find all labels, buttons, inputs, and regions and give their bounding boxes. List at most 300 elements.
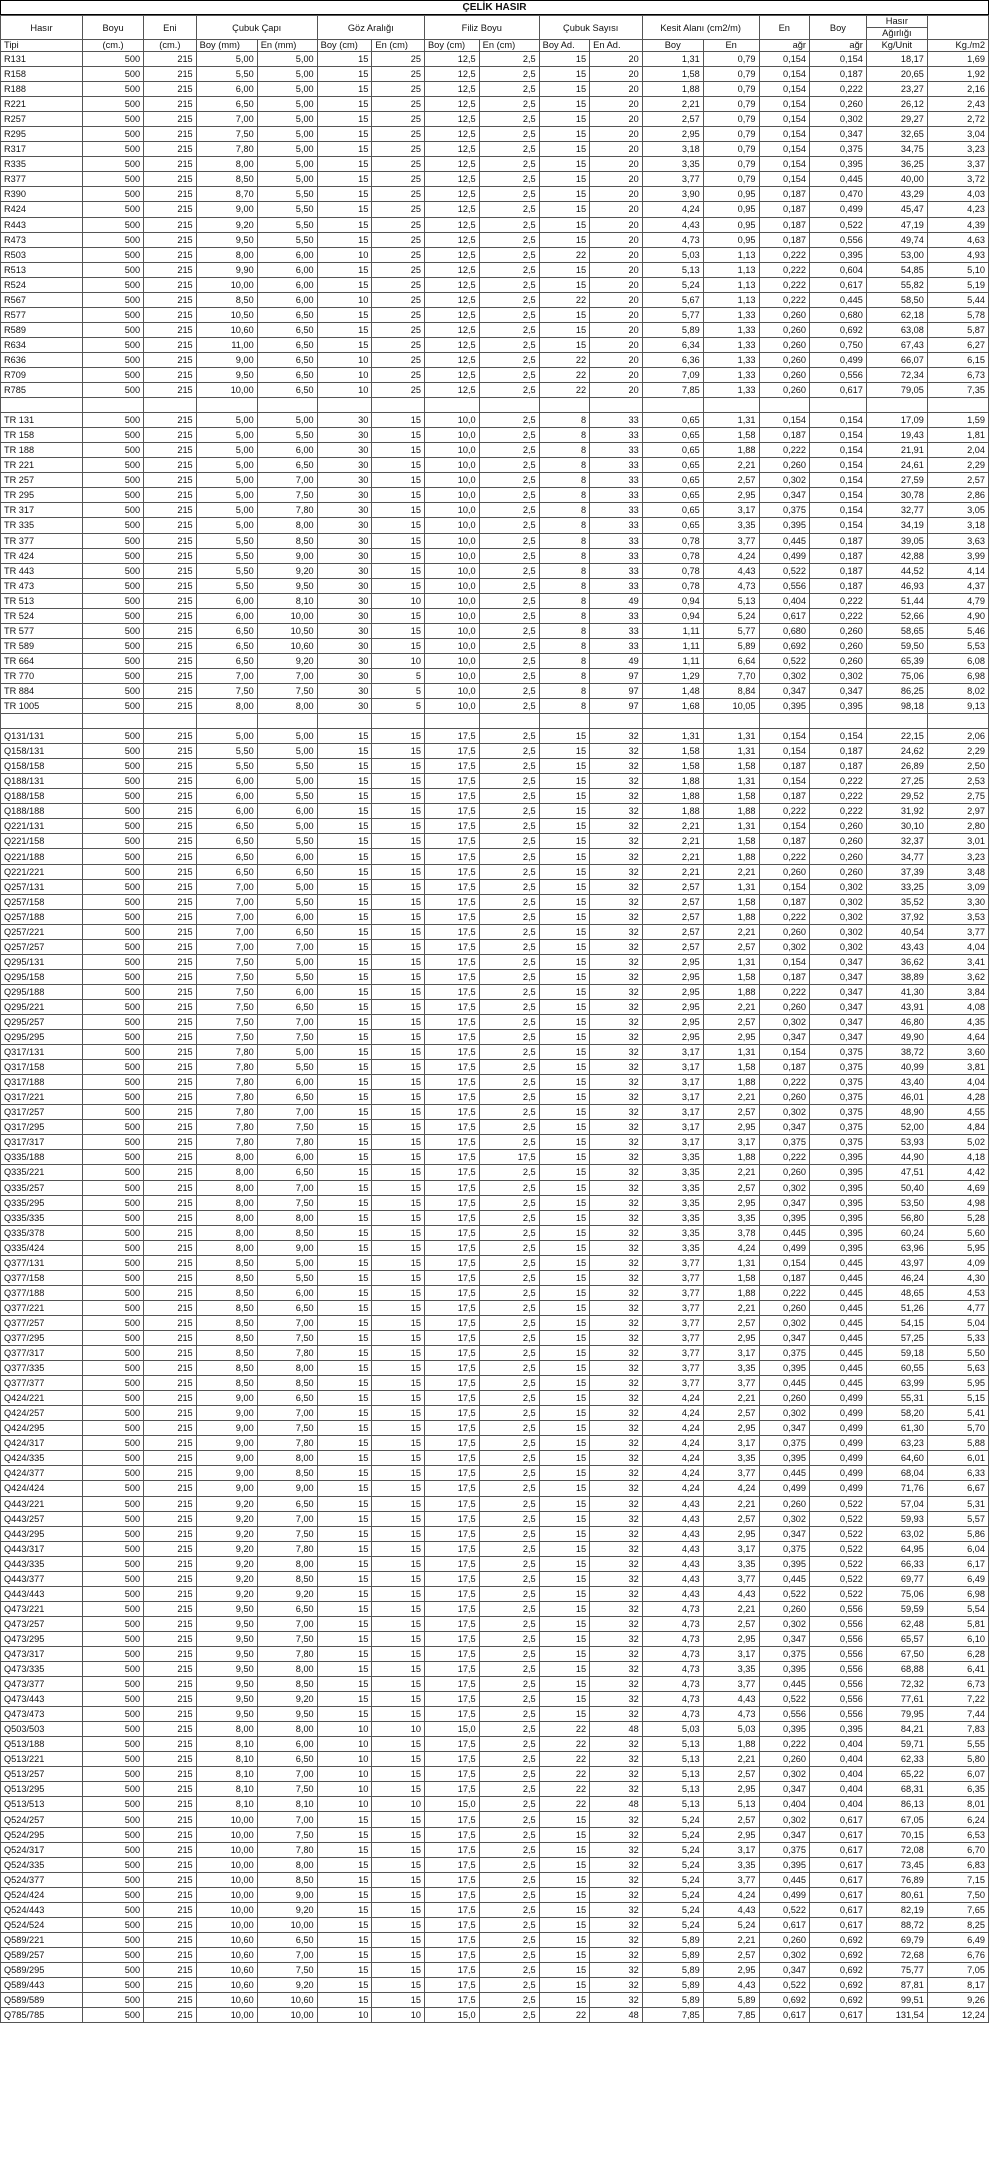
- table-cell: 215: [144, 1135, 197, 1150]
- table-cell: 8,50: [196, 1270, 257, 1285]
- table-cell: 22: [539, 1752, 590, 1767]
- table-cell: 500: [83, 1526, 144, 1541]
- table-cell: 3,35: [703, 518, 759, 533]
- table-cell: 0,375: [810, 1120, 867, 1135]
- table-row: [1, 1511, 989, 1526]
- table-cell: 15: [372, 954, 425, 969]
- table-cell: 8,50: [196, 292, 257, 307]
- table-cell: 2,5: [479, 593, 539, 608]
- table-cell: 2,5: [479, 909, 539, 924]
- table-cell: 15: [539, 202, 590, 217]
- table-row: [1, 1541, 989, 1556]
- table-cell: 15: [317, 1541, 372, 1556]
- table-cell-type: Q377/377: [1, 1376, 83, 1391]
- table-cell: 10,0: [424, 623, 479, 638]
- table-cell: 2,5: [479, 1511, 539, 1526]
- table-row: [1, 849, 989, 864]
- table-cell: 2,5: [479, 1210, 539, 1225]
- col-header-eni: Eni: [144, 16, 197, 40]
- table-cell-type: TR 335: [1, 518, 83, 533]
- table-cell: 15: [317, 1917, 372, 1932]
- table-cell: 500: [83, 1391, 144, 1406]
- table-cell: 2,95: [703, 1526, 759, 1541]
- table-cell: 0,154: [759, 157, 810, 172]
- table-cell: 0,154: [759, 1255, 810, 1270]
- table-cell: 39,05: [866, 533, 927, 548]
- table-cell: 500: [83, 1797, 144, 1812]
- table-row: [1, 984, 989, 999]
- table-cell: 2,29: [927, 744, 988, 759]
- table-cell: 15: [372, 1315, 425, 1330]
- table-cell: 5,50: [257, 187, 317, 202]
- table-cell: 15: [317, 1932, 372, 1947]
- table-cell: 500: [83, 1616, 144, 1631]
- table-cell-type: Q524/317: [1, 1842, 83, 1857]
- table-cell: 3,17: [703, 1346, 759, 1361]
- table-cell: 0,445: [810, 1330, 867, 1345]
- table-cell-type: Q785/785: [1, 2008, 83, 2023]
- table-cell: 17,5: [424, 1616, 479, 1631]
- table-row: [1, 247, 989, 262]
- table-cell: 8,00: [257, 1857, 317, 1872]
- table-cell: 15: [372, 819, 425, 834]
- table-cell: 0,260: [759, 307, 810, 322]
- table-cell: 15: [539, 1541, 590, 1556]
- table-row: [1, 759, 989, 774]
- table-cell: 15: [372, 939, 425, 954]
- table-cell: 20: [590, 367, 643, 382]
- table-cell-type: TR 377: [1, 533, 83, 548]
- table-cell: 215: [144, 458, 197, 473]
- table-cell: 15: [317, 112, 372, 127]
- table-cell: 15: [372, 1812, 425, 1827]
- table-cell: 3,04: [927, 127, 988, 142]
- table-cell: 7,80: [257, 1135, 317, 1150]
- table-cell: 2,57: [642, 909, 703, 924]
- table-cell: 1,11: [642, 653, 703, 668]
- table-cell: 0,499: [810, 1421, 867, 1436]
- table-cell: 500: [83, 232, 144, 247]
- table-cell: 0,187: [759, 894, 810, 909]
- table-cell: 8: [539, 653, 590, 668]
- table-cell: 4,24: [642, 1391, 703, 1406]
- table-cell: 17,5: [424, 1015, 479, 1030]
- table-cell: 1,33: [703, 307, 759, 322]
- table-cell: 15: [539, 1300, 590, 1315]
- table-cell: 0,404: [810, 1782, 867, 1797]
- table-cell: 3,53: [927, 909, 988, 924]
- table-row: [1, 1346, 989, 1361]
- table-cell: 6,50: [257, 1496, 317, 1511]
- table-cell: 5,00: [196, 52, 257, 67]
- table-cell: 500: [83, 593, 144, 608]
- table-cell: 9,50: [257, 1707, 317, 1722]
- table-cell: 32: [590, 954, 643, 969]
- table-row: [1, 1466, 989, 1481]
- table-body: [1, 52, 989, 2023]
- table-cell-type: Q589/221: [1, 1932, 83, 1947]
- table-cell: 0,187: [759, 789, 810, 804]
- table-cell: 0,395: [810, 247, 867, 262]
- table-cell: 4,08: [927, 999, 988, 1014]
- table-row: [1, 82, 989, 97]
- col-header-en: En: [759, 16, 810, 40]
- table-cell: 3,09: [927, 879, 988, 894]
- table-cell: 25: [372, 52, 425, 67]
- table-cell: 20,65: [866, 67, 927, 82]
- table-cell: 86,25: [866, 683, 927, 698]
- table-cell: 8,84: [703, 683, 759, 698]
- table-cell: 9,90: [196, 262, 257, 277]
- table-cell: 2,5: [479, 1180, 539, 1195]
- table-cell: 0,78: [642, 548, 703, 563]
- table-cell: 32: [590, 759, 643, 774]
- table-cell: 2,5: [479, 322, 539, 337]
- table-cell: 0,522: [810, 1571, 867, 1586]
- table-cell: 26,89: [866, 759, 927, 774]
- table-cell: 25: [372, 383, 425, 398]
- table-cell: 5,89: [703, 638, 759, 653]
- table-cell: 5,77: [642, 307, 703, 322]
- table-cell: 99,51: [866, 1993, 927, 2008]
- table-cell: 0,375: [810, 1060, 867, 1075]
- table-cell: 7,50: [257, 1526, 317, 1541]
- table-cell-type: TR 1005: [1, 699, 83, 714]
- table-cell: 15: [539, 1812, 590, 1827]
- table-cell: 15: [317, 1240, 372, 1255]
- table-cell-type: Q524/524: [1, 1917, 83, 1932]
- table-cell: 2,5: [479, 307, 539, 322]
- table-cell: 3,78: [703, 1225, 759, 1240]
- table-cell: 17,5: [424, 1391, 479, 1406]
- table-cell: 5,00: [257, 82, 317, 97]
- table-cell: 2,5: [479, 774, 539, 789]
- table-cell: 97: [590, 668, 643, 683]
- table-cell: 0,617: [810, 1887, 867, 1902]
- table-cell: 17,5: [424, 909, 479, 924]
- table-cell: 15: [539, 1887, 590, 1902]
- table-cell: 17,5: [424, 1947, 479, 1962]
- table-cell: 15: [317, 1662, 372, 1677]
- table-cell: 0,222: [759, 804, 810, 819]
- table-cell: 7,80: [196, 1135, 257, 1150]
- table-cell: 32: [590, 1526, 643, 1541]
- table-cell: 500: [83, 1767, 144, 1782]
- table-cell: 32: [590, 1030, 643, 1045]
- table-cell: 5,13: [703, 593, 759, 608]
- table-cell-type: R634: [1, 337, 83, 352]
- table-cell: 15: [539, 1662, 590, 1677]
- table-cell: 0,79: [703, 127, 759, 142]
- table-cell: 17,5: [424, 1496, 479, 1511]
- table-cell-type: Q473/335: [1, 1662, 83, 1677]
- table-cell: 4,24: [642, 1481, 703, 1496]
- table-cell: 0,445: [810, 1346, 867, 1361]
- table-cell: 500: [83, 1060, 144, 1075]
- table-cell: 1,69: [927, 52, 988, 67]
- table-cell: 15: [372, 1887, 425, 1902]
- table-cell-type: TR 317: [1, 503, 83, 518]
- table-cell: 15: [317, 879, 372, 894]
- table-cell: 25: [372, 67, 425, 82]
- table-cell: 10,0: [424, 458, 479, 473]
- table-cell: 500: [83, 1962, 144, 1977]
- table-cell: 5,78: [927, 307, 988, 322]
- table-cell: 2,57: [642, 894, 703, 909]
- table-cell: 15: [372, 1496, 425, 1511]
- table-cell: 80,61: [866, 1887, 927, 1902]
- table-cell: 2,5: [479, 1797, 539, 1812]
- table-cell-type: TR 589: [1, 638, 83, 653]
- table-cell: 49: [590, 653, 643, 668]
- table-cell: 10,0: [424, 653, 479, 668]
- table-cell: 3,77: [642, 1270, 703, 1285]
- table-cell: 4,73: [642, 1677, 703, 1692]
- table-cell: 25: [372, 262, 425, 277]
- sub-header-cubuk-en: En (mm): [257, 40, 317, 52]
- table-cell: 17,5: [424, 729, 479, 744]
- table-cell: 0,522: [759, 1586, 810, 1601]
- table-cell: 0,692: [810, 1947, 867, 1962]
- table-cell: [372, 398, 425, 413]
- table-row: [1, 1120, 989, 1135]
- table-cell: 0,222: [759, 247, 810, 262]
- table-cell: 2,5: [479, 367, 539, 382]
- table-cell: 2,95: [642, 969, 703, 984]
- table-cell: 1,31: [703, 744, 759, 759]
- table-cell: 0,154: [759, 954, 810, 969]
- table-cell: 2,5: [479, 352, 539, 367]
- table-cell: 500: [83, 1481, 144, 1496]
- table-cell: 6,50: [257, 1300, 317, 1315]
- table-cell-type: Q443/295: [1, 1526, 83, 1541]
- table-cell: 8: [539, 413, 590, 428]
- table-cell: 15: [317, 172, 372, 187]
- table-row: [1, 1872, 989, 1887]
- table-cell: 2,5: [479, 1451, 539, 1466]
- table-cell: 6,73: [927, 367, 988, 382]
- table-cell-type: R589: [1, 322, 83, 337]
- table-cell: 6,27: [927, 337, 988, 352]
- table-cell: 15: [317, 1571, 372, 1586]
- table-cell: 0,78: [642, 563, 703, 578]
- table-cell: 4,79: [927, 593, 988, 608]
- table-cell: 15: [539, 1586, 590, 1601]
- table-cell: 15: [539, 744, 590, 759]
- table-cell: 32: [590, 1090, 643, 1105]
- table-cell: 215: [144, 1947, 197, 1962]
- table-cell: 9,50: [196, 1662, 257, 1677]
- table-cell: 5,00: [196, 488, 257, 503]
- table-cell: 0,395: [810, 1225, 867, 1240]
- table-cell: 0,375: [759, 1646, 810, 1661]
- table-row: [1, 1737, 989, 1752]
- table-cell: 0,445: [810, 1361, 867, 1376]
- table-cell: 1,68: [642, 699, 703, 714]
- table-row: [1, 1255, 989, 1270]
- table-cell: 6,50: [257, 1391, 317, 1406]
- table-cell: 15: [372, 443, 425, 458]
- table-cell: 0,187: [759, 1270, 810, 1285]
- table-row: [1, 1571, 989, 1586]
- table-cell: 0,187: [759, 187, 810, 202]
- table-cell: 30: [317, 533, 372, 548]
- table-cell: 32: [590, 1421, 643, 1436]
- table-cell: 15: [372, 1662, 425, 1677]
- table-row: [1, 292, 989, 307]
- table-cell: 4,14: [927, 563, 988, 578]
- table-cell: 0,260: [810, 653, 867, 668]
- table-cell: 15: [317, 1105, 372, 1120]
- table-cell: 9,00: [257, 548, 317, 563]
- table-cell: 2,5: [479, 413, 539, 428]
- table-cell: 71,76: [866, 1481, 927, 1496]
- table-cell: 0,79: [703, 172, 759, 187]
- table-cell: 5,50: [196, 759, 257, 774]
- table-cell: 0,222: [759, 1737, 810, 1752]
- table-cell: 7,35: [927, 383, 988, 398]
- table-cell: 68,31: [866, 1782, 927, 1797]
- table-cell: 25: [372, 157, 425, 172]
- table-cell: 9,00: [196, 202, 257, 217]
- table-cell: 57,04: [866, 1496, 927, 1511]
- table-cell: 215: [144, 1707, 197, 1722]
- table-cell: 500: [83, 1692, 144, 1707]
- table-cell: 0,617: [810, 1827, 867, 1842]
- table-cell: 15: [539, 894, 590, 909]
- table-cell: 17,5: [424, 1481, 479, 1496]
- table-row-separator: [1, 398, 989, 413]
- table-cell: 500: [83, 1376, 144, 1391]
- table-cell: 7,50: [196, 683, 257, 698]
- table-cell: 0,617: [810, 1857, 867, 1872]
- table-cell: 8: [539, 683, 590, 698]
- table-cell: 0,260: [810, 864, 867, 879]
- table-cell: 2,5: [479, 548, 539, 563]
- table-cell: 7,80: [196, 142, 257, 157]
- table-cell: 15: [317, 1406, 372, 1421]
- table-cell-type: Q377/257: [1, 1315, 83, 1330]
- table-cell: 215: [144, 1210, 197, 1225]
- table-cell: 500: [83, 533, 144, 548]
- table-cell: 5,50: [257, 1060, 317, 1075]
- table-cell: [479, 714, 539, 729]
- table-cell: 0,347: [759, 1526, 810, 1541]
- table-cell: 32: [590, 1812, 643, 1827]
- table-cell: 15: [317, 999, 372, 1014]
- table-row: [1, 1090, 989, 1105]
- table-cell: [372, 714, 425, 729]
- table-cell: 25: [372, 277, 425, 292]
- table-cell: 10,0: [424, 699, 479, 714]
- table-cell: 500: [83, 322, 144, 337]
- table-cell: 33: [590, 503, 643, 518]
- table-cell: 215: [144, 683, 197, 698]
- table-row: [1, 1797, 989, 1812]
- table-cell: 17,5: [424, 954, 479, 969]
- table-cell: 0,445: [810, 292, 867, 307]
- table-cell: 2,5: [479, 864, 539, 879]
- table-cell: 215: [144, 262, 197, 277]
- table-cell: 6,50: [196, 653, 257, 668]
- table-cell: 75,06: [866, 668, 927, 683]
- table-cell: 15: [317, 1090, 372, 1105]
- table-cell: 2,5: [479, 1978, 539, 1993]
- table-cell-type: R503: [1, 247, 83, 262]
- table-cell: 30: [317, 488, 372, 503]
- table-cell: 215: [144, 1586, 197, 1601]
- table-cell: 15: [372, 1030, 425, 1045]
- table-cell: 15: [372, 774, 425, 789]
- table-cell: 500: [83, 112, 144, 127]
- table-cell: 15: [539, 834, 590, 849]
- table-cell: 5,00: [257, 67, 317, 82]
- table-cell: 0,95: [703, 187, 759, 202]
- table-row: [1, 1376, 989, 1391]
- table-cell: 32: [590, 1993, 643, 2008]
- table-cell: 17,5: [424, 1376, 479, 1391]
- table-cell: 8,00: [196, 247, 257, 262]
- table-cell-type: Q317/221: [1, 1090, 83, 1105]
- table-cell: 20: [590, 202, 643, 217]
- table-cell: 6,28: [927, 1646, 988, 1661]
- table-cell: 0,154: [759, 172, 810, 187]
- table-cell: 15: [372, 1150, 425, 1165]
- table-cell: 4,55: [927, 1105, 988, 1120]
- table-cell: 1,33: [703, 367, 759, 382]
- table-cell: 7,65: [927, 1902, 988, 1917]
- table-row: [1, 473, 989, 488]
- table-cell: 4,73: [642, 1631, 703, 1646]
- table-cell: 500: [83, 1827, 144, 1842]
- table-cell: 12,5: [424, 52, 479, 67]
- table-cell: 15: [372, 413, 425, 428]
- table-cell: 215: [144, 729, 197, 744]
- table-cell: 2,5: [479, 1015, 539, 1030]
- table-cell-type: Q257/131: [1, 879, 83, 894]
- table-cell: 0,154: [759, 879, 810, 894]
- table-cell: 0,556: [810, 367, 867, 382]
- table-cell: 12,5: [424, 247, 479, 262]
- table-row-separator: [1, 714, 989, 729]
- table-cell: 8,01: [927, 1797, 988, 1812]
- table-cell: 0,692: [810, 1962, 867, 1977]
- table-cell: 8,50: [257, 533, 317, 548]
- table-cell: 15: [317, 97, 372, 112]
- table-cell: 0,499: [759, 1887, 810, 1902]
- table-cell: 15: [372, 969, 425, 984]
- table-cell: 15: [539, 1195, 590, 1210]
- table-cell: 5,00: [257, 1045, 317, 1060]
- table-cell: 17,5: [424, 1962, 479, 1977]
- table-cell: 0,347: [810, 999, 867, 1014]
- table-cell: 500: [83, 1045, 144, 1060]
- table-cell: 46,80: [866, 1015, 927, 1030]
- table-cell: 500: [83, 1015, 144, 1030]
- table-row: [1, 653, 989, 668]
- table-cell: 0,375: [759, 1842, 810, 1857]
- table-cell: 15: [317, 774, 372, 789]
- table-row: [1, 1105, 989, 1120]
- table-cell: 2,21: [703, 864, 759, 879]
- table-cell: 15: [372, 1120, 425, 1135]
- table-cell: 15: [539, 1285, 590, 1300]
- table-cell: 32: [590, 1646, 643, 1661]
- table-cell: 12,5: [424, 142, 479, 157]
- table-cell-type: Q513/295: [1, 1782, 83, 1797]
- table-cell: 5,00: [196, 413, 257, 428]
- table-cell: 10,0: [424, 593, 479, 608]
